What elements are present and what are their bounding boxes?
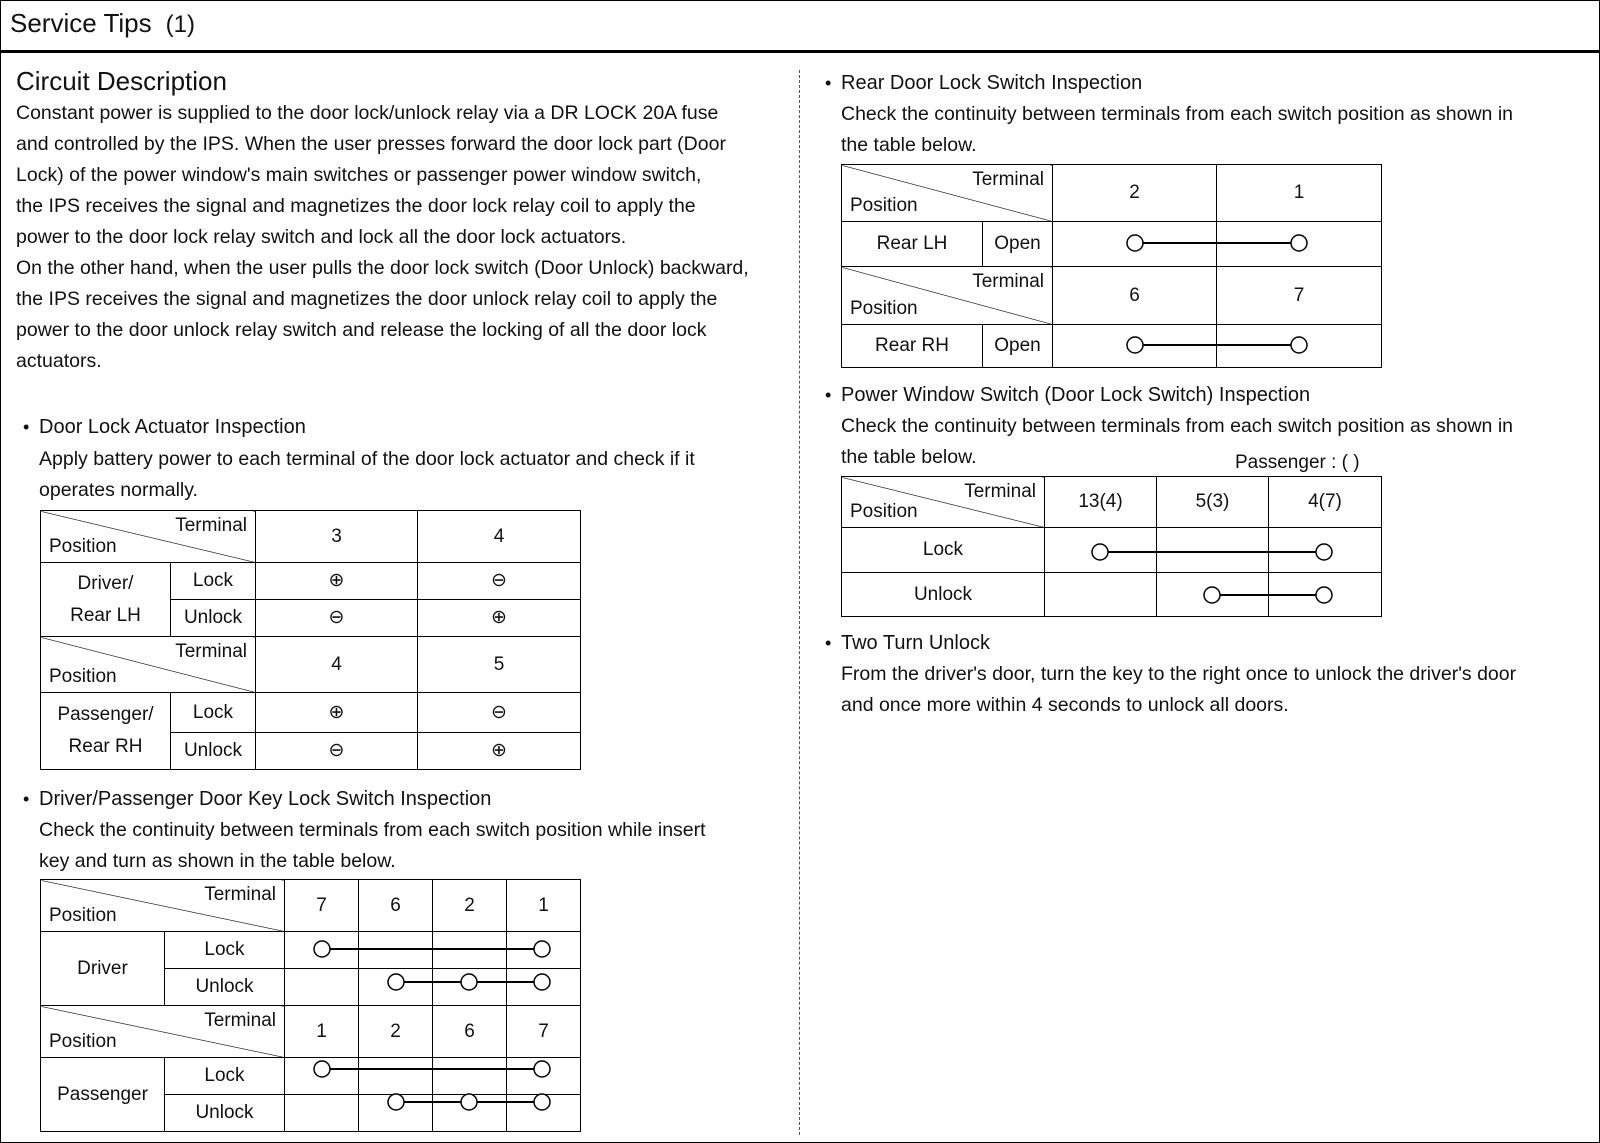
position-label: Position	[49, 1031, 117, 1052]
position-cell: Driver/ Rear LH	[41, 563, 171, 637]
circuit-line: power to the door unlock relay switch and release the locking of all the door lock	[16, 319, 707, 341]
pwswitch-line: Check the continuity between terminals from each switch position as shown in	[841, 415, 1513, 437]
terminal-number: 6	[1053, 267, 1217, 325]
unlock-label: Unlock	[842, 573, 1045, 617]
passenger-note: Passenger : ( )	[1235, 452, 1360, 473]
terminal-number: 6	[433, 1006, 507, 1058]
rear-line: the table below.	[841, 134, 977, 156]
terminal-number: 4	[418, 511, 581, 563]
position-label: Position	[850, 195, 918, 216]
unlock-label: Unlock	[165, 969, 285, 1006]
circuit-line: the IPS receives the signal and magnetizes the door unlock relay coil to apply the	[16, 288, 718, 310]
position-label: Position	[850, 298, 918, 319]
terminal-label: Terminal	[204, 1010, 276, 1031]
twoturn-line: and once more within 4 seconds to unlock all doors.	[841, 694, 1289, 716]
page-number: (1)	[165, 11, 195, 38]
terminal-number: 7	[507, 1006, 581, 1058]
terminal-number: 7	[1217, 267, 1382, 325]
position-cell: Passenger	[41, 1058, 165, 1132]
minus-symbol: ⊖	[418, 693, 581, 733]
twoturn-line: From the driver's door, turn the key to the right once to unlock the driver's door	[841, 663, 1517, 685]
page-title: Service Tips (1)	[10, 8, 195, 38]
rear-line: Check the continuity between terminals from each switch position as shown in	[841, 103, 1513, 125]
position-label: Position	[49, 536, 117, 557]
circuit-line: Lock) of the power window's main switches or passenger power window switch,	[16, 164, 702, 186]
position-cell: Rear LH	[842, 222, 983, 267]
unlock-label: Unlock	[171, 733, 256, 770]
actuator-line: operates normally.	[39, 479, 198, 501]
terminal-number: 4(7)	[1269, 477, 1382, 528]
circuit-line: On the other hand, when the user pulls the door lock switch (Door Unlock) backward,	[16, 257, 749, 279]
plus-symbol: ⊕	[256, 693, 418, 733]
terminal-number: 5	[418, 637, 581, 693]
position-cell: Rear RH	[842, 325, 983, 368]
unlock-label: Unlock	[165, 1095, 285, 1132]
continuity-pw-lock	[1092, 544, 1332, 560]
minus-symbol: ⊖	[256, 600, 418, 637]
plus-symbol: ⊕	[418, 600, 581, 637]
position-label: Position	[49, 666, 117, 687]
position-label: Position	[49, 905, 117, 926]
keyswitch-heading: • Driver/Passenger Door Key Lock Switch Inspection	[39, 785, 491, 813]
actuator-heading: • Door Lock Actuator Inspection	[39, 413, 306, 441]
unlock-label: Unlock	[171, 600, 256, 637]
circuit-line: Constant power is supplied to the door lock/unlock relay via a DR LOCK 20A fuse	[16, 102, 719, 124]
actuator-line: Apply battery power to each terminal of the door lock actuator and check if it	[39, 448, 695, 470]
circuit-line: actuators.	[16, 350, 102, 372]
terminal-number: 1	[1217, 165, 1382, 222]
terminal-label: Terminal	[175, 515, 247, 536]
minus-symbol: ⊖	[256, 733, 418, 770]
lock-label: Lock	[842, 528, 1045, 573]
terminal-number: 6	[359, 880, 433, 932]
minus-symbol: ⊖	[418, 563, 581, 600]
plus-symbol: ⊕	[256, 563, 418, 600]
terminal-number: 5(3)	[1157, 477, 1269, 528]
lock-label: Lock	[171, 693, 256, 733]
twoturn-text	[841, 659, 1591, 721]
terminal-number: 3	[256, 511, 418, 563]
position-label: Position	[850, 501, 918, 522]
lock-label: Lock	[165, 932, 285, 969]
terminal-number: 1	[285, 1006, 359, 1058]
terminal-number: 2	[1053, 165, 1217, 222]
terminal-number: 4	[256, 637, 418, 693]
rear-heading: • Rear Door Lock Switch Inspection	[841, 69, 1142, 97]
keyswitch-line: key and turn as shown in the table below.	[39, 850, 396, 872]
position-cell: Driver	[41, 932, 165, 1006]
circuit-line: the IPS receives the signal and magnetizes the door lock relay coil to apply the	[16, 195, 696, 217]
plus-symbol: ⊕	[418, 733, 581, 770]
terminal-label: Terminal	[972, 169, 1044, 190]
lock-label: Lock	[171, 563, 256, 600]
terminal-label: Terminal	[204, 884, 276, 905]
terminal-number: 1	[507, 880, 581, 932]
terminal-number: 2	[433, 880, 507, 932]
terminal-label: Terminal	[175, 641, 247, 662]
continuity-pw-unlock	[1204, 587, 1332, 603]
state-label: Open	[983, 222, 1053, 267]
pwswitch-line: the table below.	[841, 446, 977, 468]
circuit-line: and controlled by the IPS. When the user presses forward the door lock part (Door	[16, 133, 726, 155]
terminal-label: Terminal	[964, 481, 1036, 502]
keyswitch-line: Check the continuity between terminals from each switch position while insert	[39, 819, 706, 841]
lock-label: Lock	[165, 1058, 285, 1095]
state-label: Open	[983, 325, 1053, 368]
terminal-number: 2	[359, 1006, 433, 1058]
position-cell: Passenger/ Rear RH	[41, 693, 171, 770]
terminal-label: Terminal	[972, 271, 1044, 292]
terminal-number: 13(4)	[1045, 477, 1157, 528]
circuit-heading: Circuit Description	[16, 66, 227, 96]
pwswitch-heading: • Power Window Switch (Door Lock Switch) Inspection	[841, 381, 1310, 409]
twoturn-heading: • Two Turn Unlock	[841, 629, 990, 657]
terminal-number: 7	[285, 880, 359, 932]
circuit-line: power to the door lock relay switch and lock all the door lock actuators.	[16, 226, 627, 248]
